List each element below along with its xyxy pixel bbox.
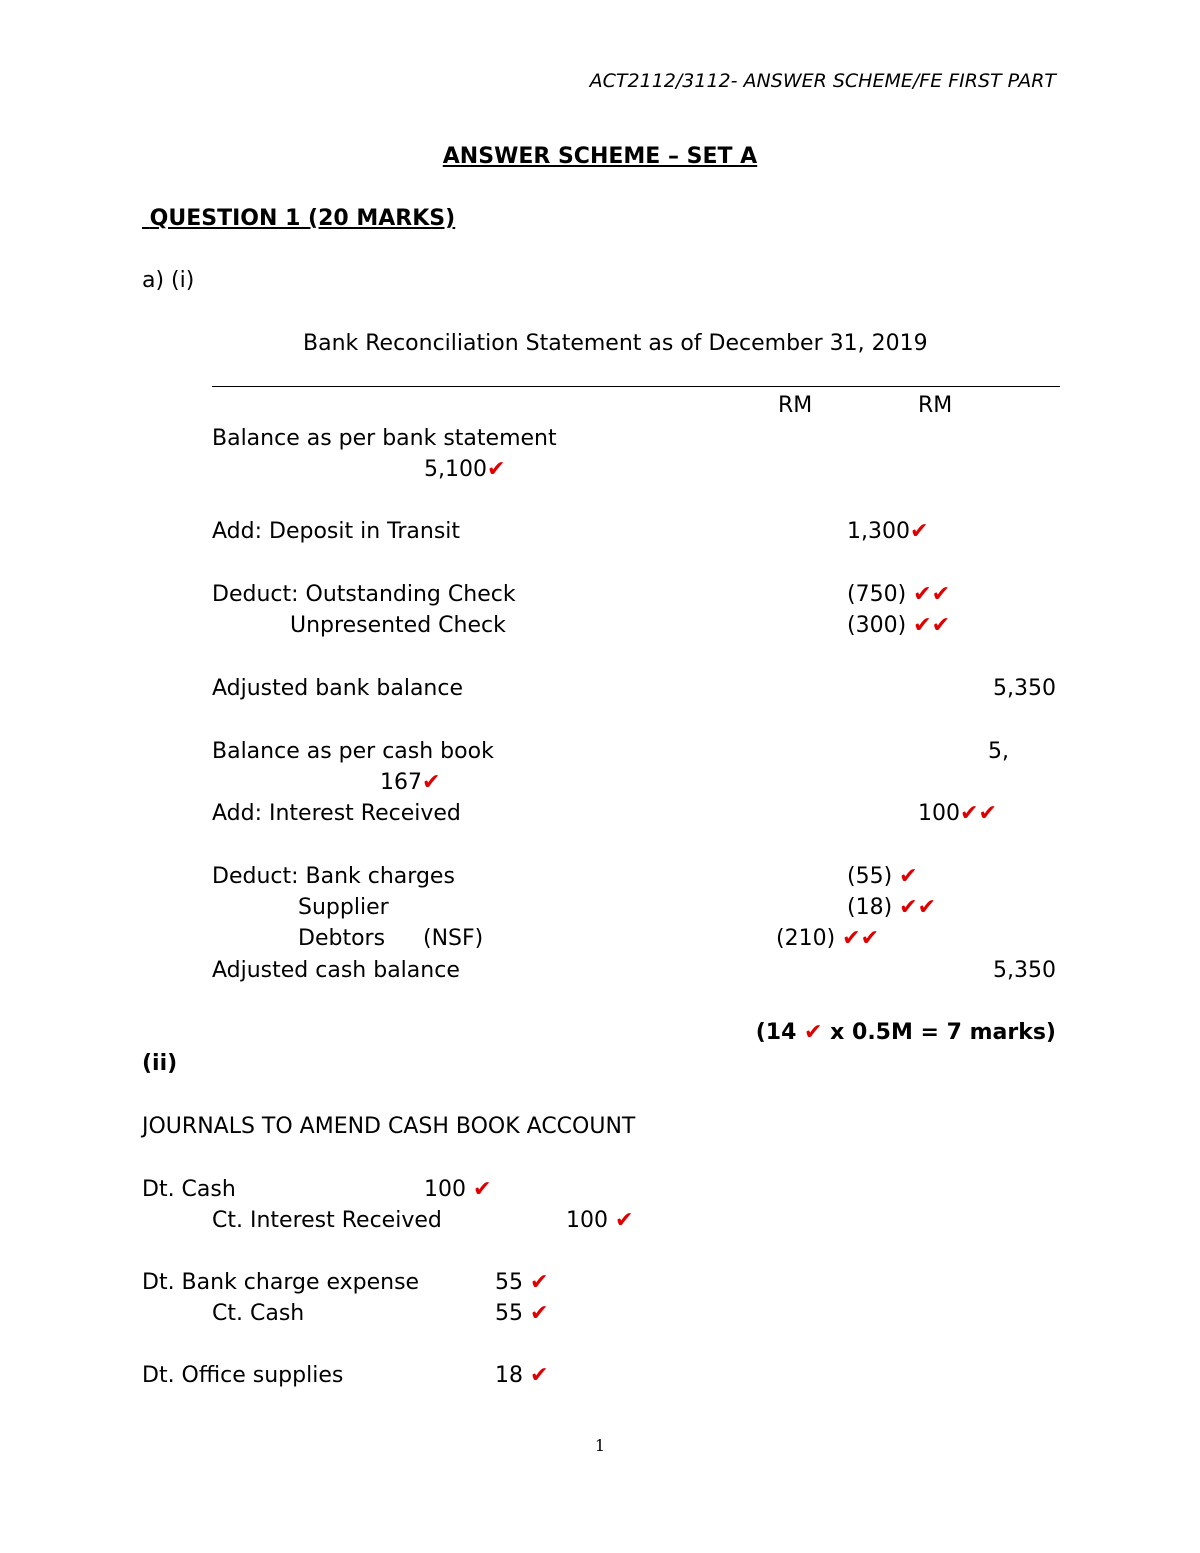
j1-dt-label: Dt. Cash bbox=[142, 1177, 236, 1202]
j2-dt-label: Dt. Bank charge expense bbox=[142, 1270, 420, 1295]
tick-icon: ✔ bbox=[530, 1301, 549, 1326]
adjusted-bank-value: 5,350 bbox=[993, 676, 1056, 701]
col2-header: RM bbox=[918, 393, 953, 418]
balance-cash-label: Balance as per cash book bbox=[212, 739, 494, 764]
adjusted-bank-label: Adjusted bank balance bbox=[212, 676, 464, 701]
page-title: ANSWER SCHEME – SET A bbox=[442, 144, 758, 169]
page-number: 1 bbox=[594, 1436, 606, 1455]
add-deposit-value: 1,300 bbox=[847, 519, 910, 544]
balance-cash-amount-wrap bbox=[380, 772, 440, 794]
tick-icon: ✔ bbox=[473, 1177, 492, 1202]
j1-dt-amount bbox=[424, 1179, 491, 1201]
balance-bank-label: Balance as per bank statement bbox=[212, 426, 557, 451]
statement-title: Bank Reconciliation Statement as of December 31, 2019 bbox=[303, 331, 928, 356]
deduct-bank-charges-value: (55) bbox=[847, 864, 893, 889]
part-ii-label: (ii) bbox=[142, 1051, 178, 1076]
j3-dt-amount bbox=[495, 1365, 548, 1387]
j2-ct-value: 55 bbox=[495, 1301, 523, 1326]
balance-cash-value-part1: 5, bbox=[988, 739, 1009, 764]
j1-dt-value: 100 bbox=[424, 1177, 466, 1202]
col1-header: RM bbox=[778, 393, 813, 418]
supplier-value: (18) bbox=[847, 895, 893, 920]
add-deposit-amount bbox=[847, 521, 928, 543]
debtors-value: (210) bbox=[776, 926, 836, 951]
tick-icon: ✔ bbox=[931, 582, 951, 607]
unpresented-amount bbox=[847, 615, 950, 637]
tick-icon: ✔ bbox=[960, 801, 979, 826]
question-heading bbox=[142, 208, 455, 230]
tick-icon: ✔ bbox=[804, 1020, 823, 1045]
tick-icon: ✔ bbox=[913, 613, 932, 638]
deduct-bank-charges-amount bbox=[847, 866, 918, 888]
tick-icon: ✔ bbox=[422, 770, 441, 795]
deduct-outstanding-label: Deduct: Outstanding Check bbox=[212, 582, 516, 607]
running-header: ACT2112/3112- ANSWER SCHEME/FE FIRST PART bbox=[589, 70, 1056, 92]
j2-ct-amount bbox=[495, 1303, 548, 1325]
j2-ct-label: Ct. Cash bbox=[212, 1301, 305, 1326]
tick-icon: ✔ bbox=[978, 801, 997, 826]
marks-total bbox=[756, 1022, 1056, 1044]
statement-divider bbox=[212, 386, 1060, 387]
j2-dt-value: 55 bbox=[495, 1270, 523, 1295]
j3-dt-label: Dt. Office supplies bbox=[142, 1363, 344, 1388]
debtors-label: Debtors bbox=[298, 926, 386, 951]
part-a-label: a) (i) bbox=[142, 268, 195, 293]
j1-ct-value: 100 bbox=[566, 1208, 608, 1233]
add-interest-amount bbox=[918, 803, 997, 825]
balance-bank-amount bbox=[424, 459, 505, 481]
j1-ct-label: Ct. Interest Received bbox=[212, 1208, 442, 1233]
balance-cash-value-part2: 167 bbox=[380, 770, 422, 795]
tick-icon: ✔ bbox=[615, 1208, 634, 1233]
unpresented-value: (300) bbox=[847, 613, 907, 638]
tick-icon: ✔ bbox=[913, 582, 932, 607]
tick-icon: ✔ bbox=[917, 895, 937, 920]
j3-dt-value: 18 bbox=[495, 1363, 523, 1388]
marks-prefix: (14 bbox=[755, 1020, 797, 1045]
question-heading-text: QUESTION 1 (20 MARKS) bbox=[149, 206, 456, 231]
marks-suffix: x 0.5M = 7 marks) bbox=[830, 1020, 1056, 1045]
journals-heading: JOURNALS TO AMEND CASH BOOK ACCOUNT bbox=[142, 1114, 636, 1139]
supplier-label: Supplier bbox=[298, 895, 389, 920]
tick-icon: ✔ bbox=[860, 926, 880, 951]
j2-dt-amount bbox=[495, 1272, 548, 1294]
deduct-bank-charges-label: Deduct: Bank charges bbox=[212, 864, 455, 889]
add-deposit-label: Add: Deposit in Transit bbox=[212, 519, 461, 544]
debtors-amount bbox=[776, 928, 879, 950]
balance-bank-value: 5,100 bbox=[424, 457, 487, 482]
j1-ct-amount bbox=[566, 1210, 633, 1232]
debtors-note: (NSF) bbox=[423, 926, 484, 951]
tick-icon: ✔ bbox=[899, 895, 918, 920]
tick-icon: ✔ bbox=[530, 1270, 549, 1295]
unpresented-label: Unpresented Check bbox=[290, 613, 506, 638]
tick-icon: ✔ bbox=[909, 519, 929, 544]
deduct-outstanding-amount bbox=[847, 584, 950, 606]
tick-icon: ✔ bbox=[486, 457, 506, 482]
supplier-amount bbox=[847, 897, 936, 919]
adjusted-cash-label: Adjusted cash balance bbox=[212, 958, 460, 983]
tick-icon: ✔ bbox=[931, 613, 951, 638]
adjusted-cash-value: 5,350 bbox=[993, 958, 1056, 983]
tick-icon: ✔ bbox=[842, 926, 861, 951]
add-interest-value: 100 bbox=[918, 801, 960, 826]
tick-icon: ✔ bbox=[530, 1363, 549, 1388]
add-interest-label: Add: Interest Received bbox=[212, 801, 461, 826]
tick-icon: ✔ bbox=[899, 864, 918, 889]
deduct-outstanding-value: (750) bbox=[847, 582, 907, 607]
